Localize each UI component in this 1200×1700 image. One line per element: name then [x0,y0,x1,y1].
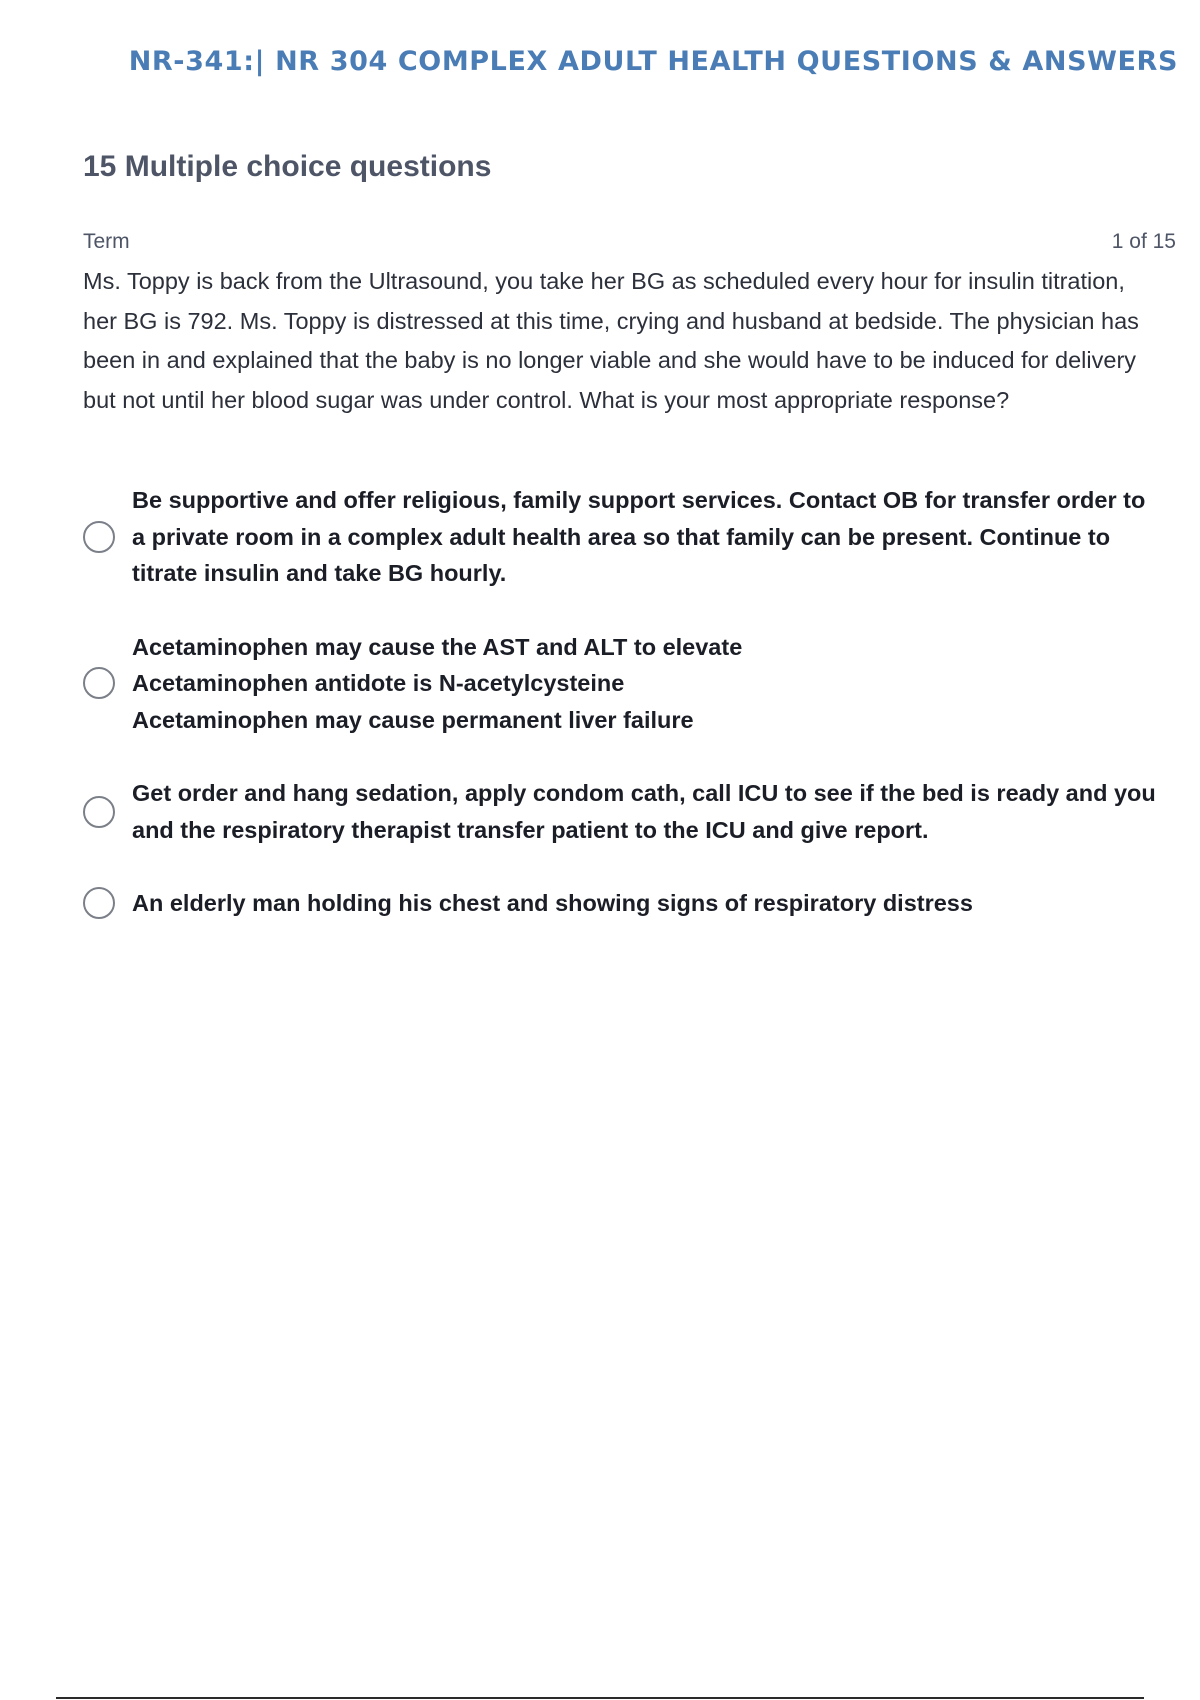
answer-option-line: Get order and hang sedation, apply condom cath, call ICU to see if the bed is ready and you and the respiratory therapist transfer patient to the ICU and give report. [132,780,1156,843]
question-text: Ms. Toppy is back from the Ultrasound, you take her BG as scheduled every hour for insulin titration, her BG is 792. Ms. Toppy is distressed at this time, crying and husband at bedside. The physician has been in and explained that the baby is no longer viable and she would have to be induced for delivery but not until her blood sugar was under control. What is your most appropriate response? [83,268,1139,413]
answer-option-text [132,482,1163,592]
question-counter: 1 of 15 [1111,230,1176,253]
answer-option-2[interactable] [83,629,1163,739]
document-header-title: NR-341:| NR 304 COMPLEX ADULT HEALTH QUESTIONS & ANSWERS [128,46,1178,77]
answer-option-line: Acetaminophen may cause the AST and ALT to elevate [132,633,743,660]
radio-button-icon[interactable] [83,796,115,828]
answer-option-1[interactable] [83,482,1163,592]
answer-option-line: An elderly man holding his chest and showing signs of respiratory distress [132,890,973,916]
radio-button-icon[interactable] [83,887,115,919]
radio-button-icon[interactable] [83,667,115,699]
answer-option-line: Acetaminophen may cause permanent liver failure [132,706,694,733]
answer-option-text [132,885,973,922]
term-label: Term [83,230,130,253]
footer-divider [56,1697,1144,1699]
answer-options [83,482,1163,959]
answer-option-text [132,629,742,739]
answer-option-4[interactable] [83,885,1163,922]
radio-button-icon[interactable] [83,521,115,553]
answer-option-line: Acetaminophen antidote is N-acetylcysteine [132,670,625,696]
section-title: 15 Multiple choice questions [83,150,492,183]
answer-option-line: Be supportive and offer religious, family support services. Contact OB for transfer order to a private room in a complex adult health area so that family can be present. Continue to titrate insulin and take BG hourly. [132,487,1146,586]
answer-option-3[interactable] [83,775,1163,848]
answer-option-text [132,775,1163,848]
